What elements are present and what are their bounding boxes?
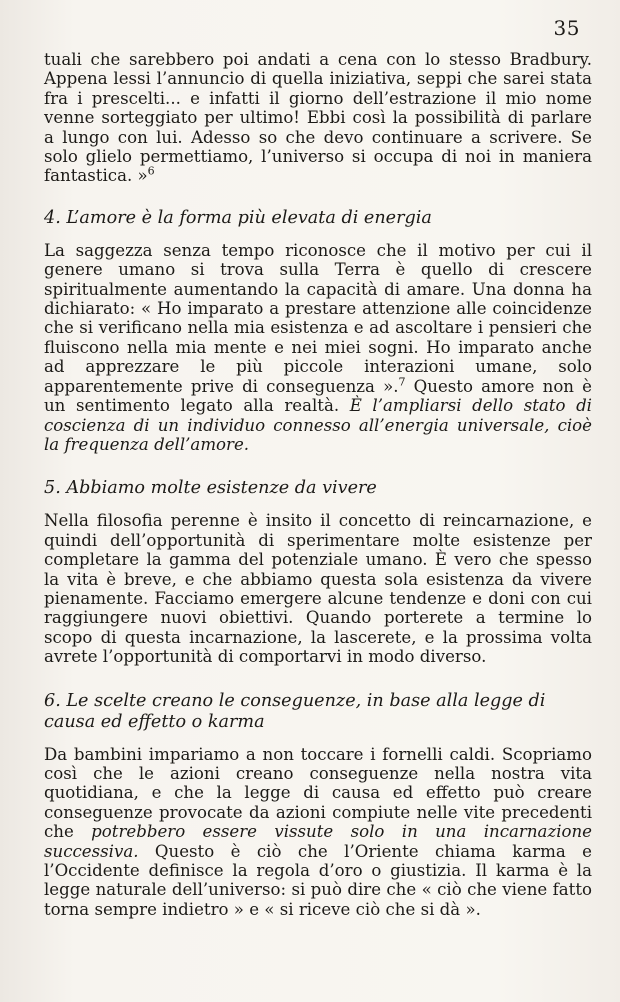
paragraph-many-lives: Nella filosofia perenne è insito il concetto di reincarnazione, e quindi dell’opportunità di sperimentare molte esistenze per completare la gamma del potenziale umano. È vero che spesso la vita è breve, e che abbiamo questa sola esistenza da vivere pienamente. Facciamo emergere alcune tendenze e doni con cui raggiungere nuovi obiettivi. Quando porterete a termine lo scopo di questa incarnazione, la lascerete, e la prossima volta avrete l’opportunità di comportarvi in modo diverso. <box>44 511 592 667</box>
paragraph-karma-text: Da bambini impariamo a non toccare i fornelli caldi. Scopriamo così che le azioni creano conseguenze nella nostra vita quotidiana, e che la legge di causa ed effetto può creare conseguenze provocate da azioni compiute nelle vite precedenti che <box>44 744 592 842</box>
paragraph-love-energy <box>44 241 592 454</box>
page-body <box>44 50 592 919</box>
paragraph-karma-italic: potrebbero essere vissute solo in una incarnazione successiva. <box>44 822 592 861</box>
paragraph-love-text-2: Questo amore non è un sentimento legato alla realtà. <box>44 376 592 416</box>
paragraph-love-text: La saggezza senza tempo riconosce che il motivo per cui il genere umano si trova sulla Terra è quello di crescere spiritualmente aumentando la capacità di amare. Una donna ha dichiarato: « Ho imparato a prestare attenzione alle coincidenze che si verificano nella mia esistenza e ad ascoltare i pensieri che fluiscono nella mia mente e nei miei sogni. Ho imparato anche ad apprezzare le più piccole interazioni umane, solo apparentemente prive di conseguenza ». <box>44 240 592 396</box>
footnote-ref-7: 7 <box>398 375 406 389</box>
paragraph-love-italic: È l’ampliarsi dello stato di coscienza di un individuo connesso all’energia universale, cioè la frequenza dell’amore. <box>44 396 592 454</box>
paragraph-bradbury <box>44 50 592 186</box>
footnote-ref-6: 6 <box>147 164 155 178</box>
paragraph-bradbury-text: tuali che sarebbero poi andati a cena con lo stesso Bradbury. Appena lessi l’annuncio di quella iniziativa, seppi che sarei stata fra i prescelti... e infatti il giorno dell’estrazione il mio nome venne sorteggiato per ultimo! Ebbi così la possibilità di parlare a lungo con lui. Adesso so che devo continuare a scrivere. Se solo glielo permettiamo, l’universo si occupa di noi in maniera fantastica. » <box>44 50 592 186</box>
page-number: 35 <box>553 16 580 40</box>
paragraph-karma <box>44 745 592 920</box>
section-heading-5: 5. Abbiamo molte esistenze da vivere <box>44 478 377 499</box>
section-heading-4: 4. L’amore è la forma più elevata di energia <box>44 207 432 228</box>
paragraph-karma-text-2: Questo è ciò che l’Oriente chiama karma e l’Occidente definisce la regola d’oro o giustizia. Il karma è la legge naturale dell’universo: si può dire che « ciò che viene fatto torna sempre indietro » e « si riceve ciò che si dà ». <box>44 841 592 919</box>
section-heading-6: 6. Le scelte creano le conseguenze, in base alla legge di causa ed effetto o karma <box>44 690 546 732</box>
